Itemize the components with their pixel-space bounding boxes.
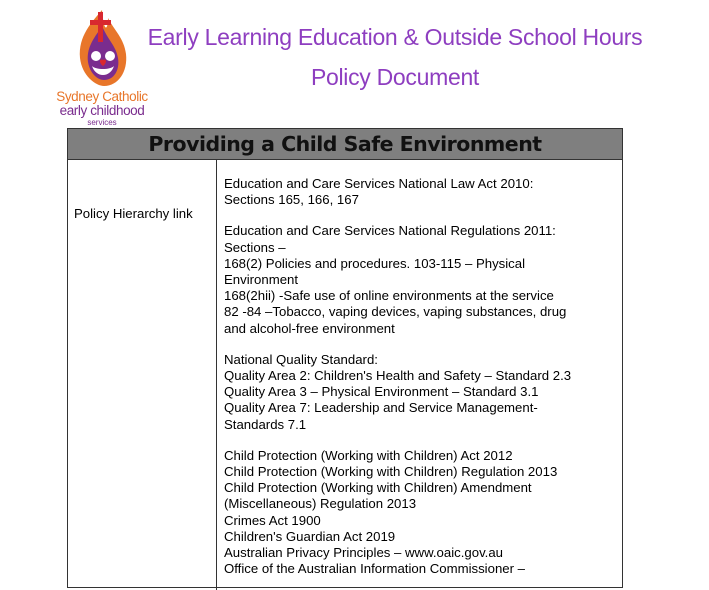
logo-flame-icon [74, 8, 130, 88]
policy-title: Providing a Child Safe Environment [68, 129, 622, 160]
legislation-paragraph [224, 352, 622, 433]
logo-text-line1: Sydney Catholic [56, 89, 148, 104]
text-line: and alcohol-free environment [224, 320, 395, 336]
text-line: 168(2hii) -Safe use of online environments at the service [224, 288, 554, 304]
text-line: Quality Area 7: Leadership and Service Management- [224, 400, 538, 416]
policy-hierarchy-label: Policy Hierarchy link [68, 160, 217, 590]
text-line: Standards 7.1 [224, 416, 307, 432]
text-line: Environment [224, 272, 299, 288]
text-line: 168(2) Policies and procedures. 103-115 – Physical [224, 255, 526, 271]
policy-table [67, 128, 623, 588]
text-line: Office of the Australian Information Commissioner – [224, 561, 526, 577]
legislation-paragraph [224, 448, 622, 578]
text-line: Education and Care Services National Regulations 2011: [224, 223, 556, 239]
text-line: Child Protection (Working with Children) Amendment [224, 480, 532, 496]
text-line: Australian Privacy Principles – www.oaic.gov.au [224, 545, 504, 561]
document-header-subtitle: Policy Document [310, 64, 480, 90]
text-line: Quality Area 2: Children's Health and Safety – Standard 2.3 [224, 368, 572, 384]
text-line: Child Protection (Working with Children) Act 2012 [224, 447, 513, 463]
logo-text-line2: early childhood [59, 103, 145, 118]
text-line: Sections 165, 166, 167 [224, 192, 359, 208]
text-line: National Quality Standard: [224, 351, 378, 367]
policy-hierarchy-content [217, 160, 622, 590]
policy-hierarchy-row [68, 160, 622, 590]
text-line: (Miscellaneous) Regulation 2013 [224, 496, 417, 512]
text-line: Education and Care Services National Law Act 2010: [224, 176, 534, 191]
logo-text-line3: services [87, 118, 117, 127]
text-line: Quality Area 3 – Physical Environment – Standard 3.1 [224, 384, 539, 400]
organization-logo [50, 8, 154, 128]
text-line: Child Protection (Working with Children) Regulation 2013 [224, 464, 558, 480]
text-line: Sections – [224, 239, 286, 255]
legislation-paragraph [224, 223, 622, 336]
text-line: Crimes Act 1900 [224, 512, 321, 528]
legislation-paragraph [224, 176, 622, 208]
document-header-title: Early Learning Education & Outside School Hours [147, 24, 643, 50]
text-line: 82 -84 –Tobacco, vaping devices, vaping substances, drug [224, 304, 567, 320]
text-line: Children's Guardian Act 2019 [224, 528, 396, 544]
